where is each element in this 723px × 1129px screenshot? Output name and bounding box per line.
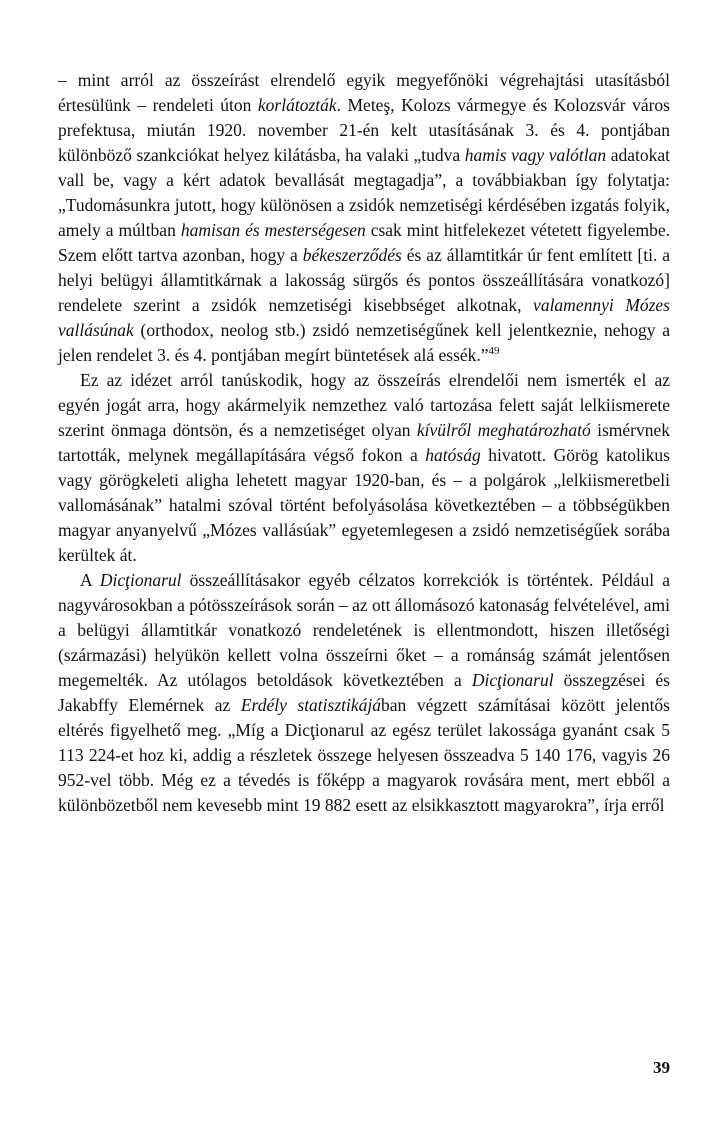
italic-text-run: hatóság (425, 445, 481, 465)
page-body (58, 68, 670, 818)
italic-text-run: kívülről meghatározható (416, 420, 591, 440)
italic-text-run: korlátozták (257, 95, 337, 115)
italic-text-run: békeszerződés (302, 245, 402, 265)
italic-text-run: hamis vagy valótlan (464, 145, 607, 165)
text-run: A (80, 570, 100, 590)
italic-text-run: Dicţionarul (99, 570, 182, 590)
text-run: ban végzett számításai között jelentős eltérés figyelhető meg. „Míg a Dicţionarul az egész terület lakossága gyanánt csak 5 113 224-et hoz ki, addig a részletek összege helyesen összeadva 5 140 176, vagyis 26 952-vel több. Még ez a tévedés is főképp a magyarok rovására ment, mert ebből a különbözetből nem kevesebb mint 19 882 esett az elsikkasztott magyarokra”, írja erről (58, 695, 670, 815)
text-run: . Meteş, Kolozs vármegye és Kolozsvár város prefektusa, miután 1920. november 21-én kelt utasításának 3. és 4. pontjában különböző szankciókat helyez kilátásba, ha valaki „tudva (58, 95, 670, 165)
text-run: csak mint hitfelekezet vétetett figyelembe. Szem előtt tartva azonban, hogy a (58, 220, 670, 265)
text-run: ismérvnek tartották, melynek megállapítására végső fokon a (58, 420, 670, 465)
text-run: adatokat vall be, vagy a kért adatok bevallását megtagadja”, a továbbiakban így folytatja: „Tudomásunkra jutott, hogy különösen a zsidók nemzetiségi kérdésében izgatás folyik, amely a múltban (58, 145, 670, 240)
paragraph (58, 568, 670, 818)
italic-text-run: valamennyi Mózes vallásúnak (58, 295, 670, 340)
text-run: Ez az idézet arról tanúskodik, hogy az összeírás elrendelői nem ismerték el az egyén jogát arra, hogy akármelyik nemzethez való tartozása felett saját lelkiismerete szerint önmaga döntsön, és a nemzetiséget olyan (58, 370, 670, 440)
italic-text-run: Erdély statisztikájá (240, 695, 382, 715)
text-run: összeállításakor egyéb célzatos korrekciók is történtek. Például a nagyvárosokban a pótösszeírások során – az ott állomásozó katonaság felvételével, ami a belügyi államtitkár vonatkozó rendeletének is ellentmondott, hiszen illetőségi (származási) helyükön kellett volna összeírni őket – a románság számát jelentősen megemelték. Az utólagos betoldások következtében a (58, 570, 670, 690)
footnote-ref: 49 (488, 345, 500, 358)
text-run: és az államtitkár úr fent említett [ti. a helyi belügyi államtitkárnak a lakosság sürgős és pontos összeállítására vonatkozó] rendelete szerint a zsidók nemzetiségi kisebbséget alkotnak, (58, 245, 671, 315)
text-run: – mint arról az összeírást elrendelő egyik megyefőnöki végrehajtási utasításból értesülünk – rendeleti úton (58, 70, 670, 115)
text-run: hivatott. Görög katolikus vagy görögkeleti aligha lehetett magyar 1920-ban, és – a polgárok „lelkiismeretbeli vallomásának” hatalmi szóval történt befolyásolása következtében – a többségükben magyar anyanyelvű „Mózes vallásúak” egyetemlegesen a zsidó nemzetiségűek sorába kerültek át. (58, 445, 670, 565)
text-run: (orthodox, neolog stb.) zsidó nemzetiségűnek kell jelentkeznie, nehogy a jelen rendelet 3. és 4. pontjában megírt büntetések alá essék.” (58, 320, 670, 365)
italic-text-run: Dicţionarul (471, 670, 554, 690)
text-body (58, 68, 670, 818)
page-number: 39 (653, 1058, 670, 1077)
paragraph (58, 368, 670, 568)
text-run: összegzései és Jakabffy Elemérnek az (58, 670, 670, 715)
italic-text-run: hamisan és mesterségesen (180, 220, 366, 240)
paragraph (58, 68, 670, 368)
